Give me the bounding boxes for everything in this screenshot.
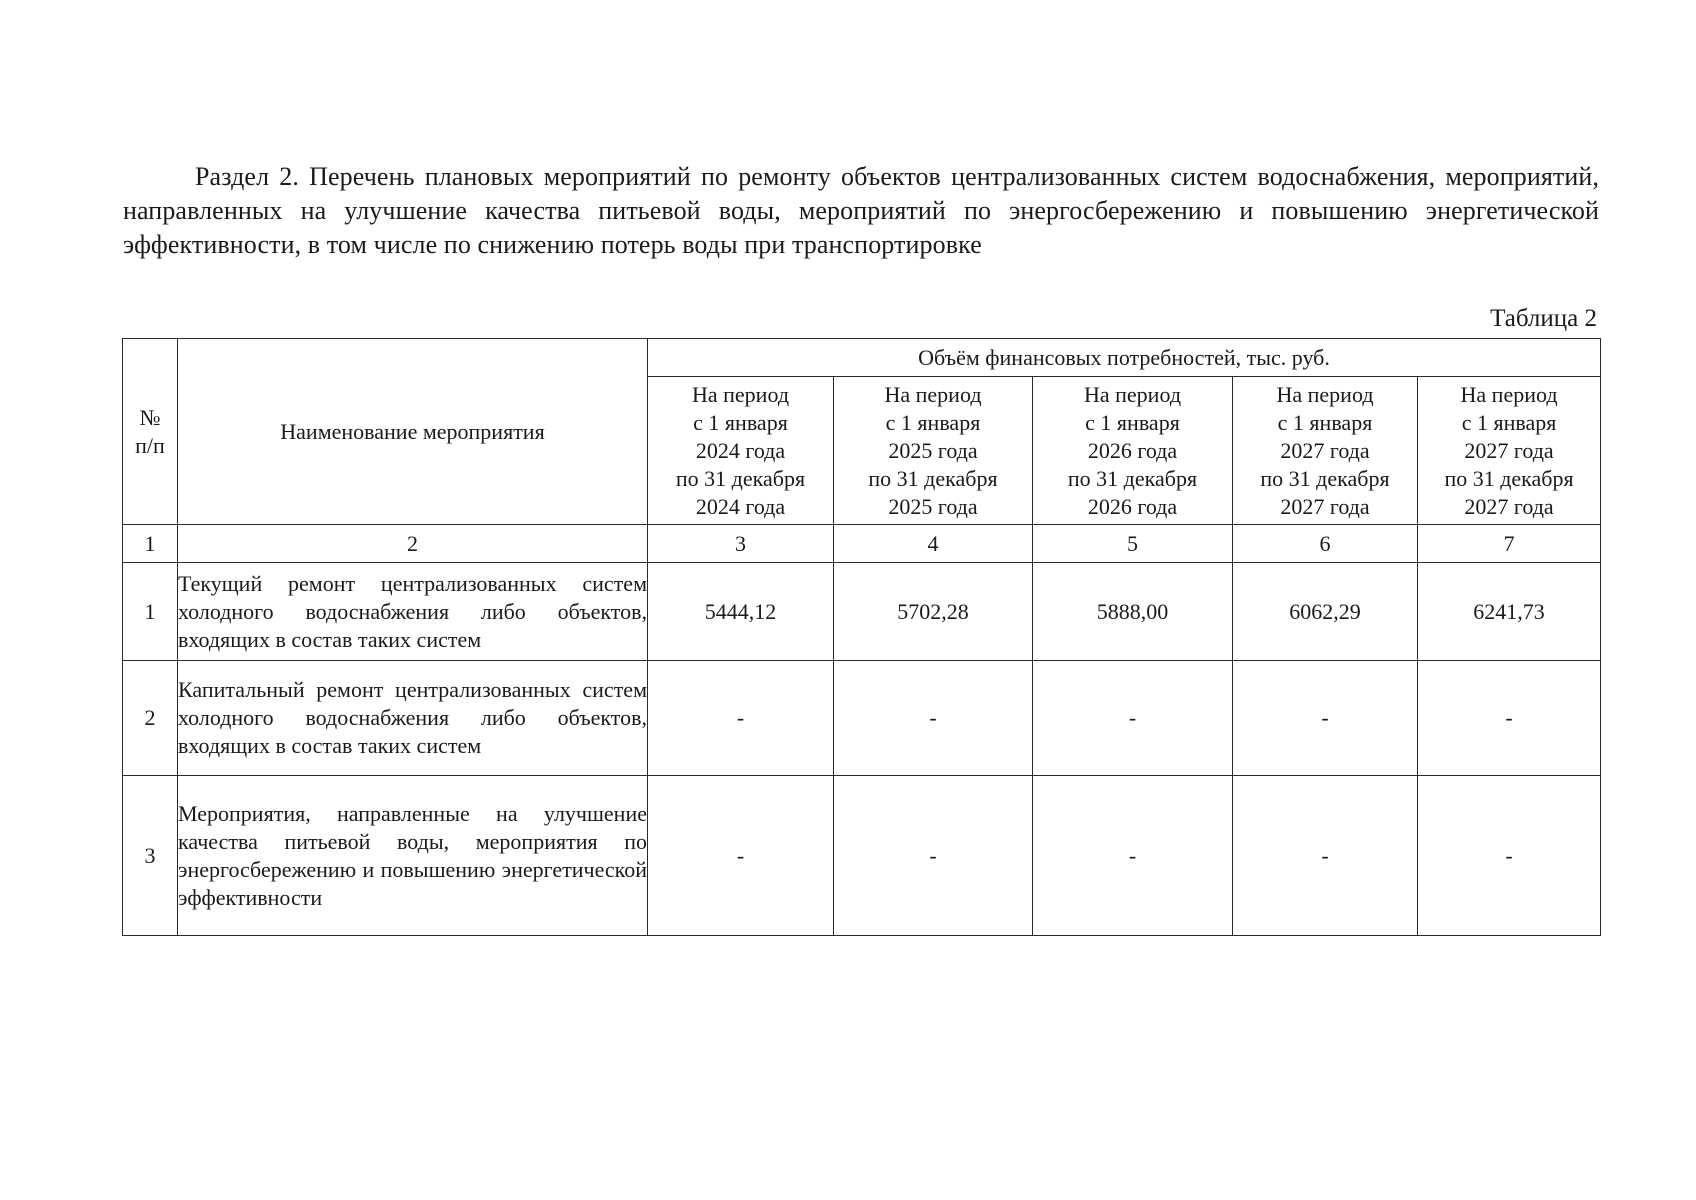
period-line: по 31 декабря: [1444, 465, 1574, 491]
table-label: Таблица 2: [1490, 305, 1597, 332]
value-cell: 6062,29: [1233, 563, 1418, 661]
value-cell: -: [648, 776, 834, 936]
value-cell: -: [1033, 776, 1233, 936]
period-line: На период: [1083, 381, 1182, 407]
column-number-row: [123, 525, 1601, 563]
period-line: с 1 января: [1461, 409, 1557, 435]
column-number: 7: [1418, 525, 1601, 563]
header-period-2027a: [1233, 377, 1418, 525]
header-num: [123, 339, 178, 525]
value-cell: 5888,00: [1033, 563, 1233, 661]
table-row: [123, 661, 1601, 776]
header-name: Наименование мероприятия: [178, 339, 648, 525]
period-line: с 1 января: [693, 409, 788, 435]
period-line: с 1 января: [1277, 409, 1373, 435]
measure-name: Капитальный ремонт централизованных систем холодного водоснабжения либо объектов, входящих в состав таких систем: [178, 661, 648, 776]
table-row: [123, 563, 1601, 661]
header-period-2024: [648, 377, 834, 525]
measures-table: [122, 338, 1601, 936]
row-number: 1: [123, 563, 178, 661]
header-num-line2: п/п: [135, 432, 165, 458]
period-line: 2026 года: [1087, 493, 1178, 519]
value-cell: -: [1233, 661, 1418, 776]
period-line: 2024 года: [695, 437, 786, 463]
period-line: по 31 декабря: [675, 465, 806, 491]
period-line: по 31 декабря: [1067, 465, 1198, 491]
table-row: [123, 776, 1601, 936]
value-cell: 5702,28: [834, 563, 1033, 661]
period-line: 2027 года: [1280, 437, 1370, 463]
period-line: 2025 года: [888, 437, 978, 463]
header-period-2025: [834, 377, 1033, 525]
column-number: 5: [1033, 525, 1233, 563]
value-cell: -: [834, 661, 1033, 776]
value-cell: -: [1033, 661, 1233, 776]
header-finance: Объём финансовых потребностей, тыс. руб.: [648, 339, 1601, 377]
period-line: 2027 года: [1280, 493, 1370, 519]
value-cell: -: [1418, 661, 1601, 776]
period-line: На период: [691, 381, 790, 407]
period-line: с 1 января: [885, 409, 981, 435]
header-period-2027b: [1418, 377, 1601, 525]
period-line: На период: [1276, 381, 1374, 407]
period-line: На период: [884, 381, 982, 407]
column-number: 4: [834, 525, 1033, 563]
period-line: 2026 года: [1087, 437, 1178, 463]
column-number: 1: [123, 525, 178, 563]
measure-name: Текущий ремонт централизованных систем холодного водоснабжения либо объектов, входящих в состав таких систем: [178, 563, 648, 661]
column-number: 6: [1233, 525, 1418, 563]
period-line: 2027 года: [1464, 493, 1554, 519]
header-row-top: [123, 339, 1601, 377]
header-num-line1: №: [139, 404, 161, 430]
period-line: по 31 декабря: [868, 465, 998, 491]
column-number: 2: [178, 525, 648, 563]
period-line: с 1 января: [1085, 409, 1180, 435]
row-number: 2: [123, 661, 178, 776]
period-line: 2027 года: [1464, 437, 1554, 463]
period-line: На период: [1460, 381, 1558, 407]
value-cell: -: [648, 661, 834, 776]
period-line: по 31 декабря: [1260, 465, 1390, 491]
value-cell: -: [1233, 776, 1418, 936]
period-line: 2024 года: [695, 493, 786, 519]
header-period-2026: [1033, 377, 1233, 525]
value-cell: -: [834, 776, 1033, 936]
row-number: 3: [123, 776, 178, 936]
value-cell: 6241,73: [1418, 563, 1601, 661]
value-cell: -: [1418, 776, 1601, 936]
section-heading: Раздел 2. Перечень плановых мероприятий по ремонту объектов централизованных систем водоснабжения, мероприятий, направленных на улучшение качества питьевой воды, мероприятий по энергосбережению и повышению энергетической эффективности, в том числе по снижению потерь воды при транспортировке: [123, 162, 1599, 259]
column-number: 3: [648, 525, 834, 563]
period-line: 2025 года: [888, 493, 978, 519]
measure-name: Мероприятия, направленные на улучшение качества питьевой воды, мероприятия по энергосбережению и повышению энергетической эффективности: [178, 776, 648, 936]
value-cell: 5444,12: [648, 563, 834, 661]
